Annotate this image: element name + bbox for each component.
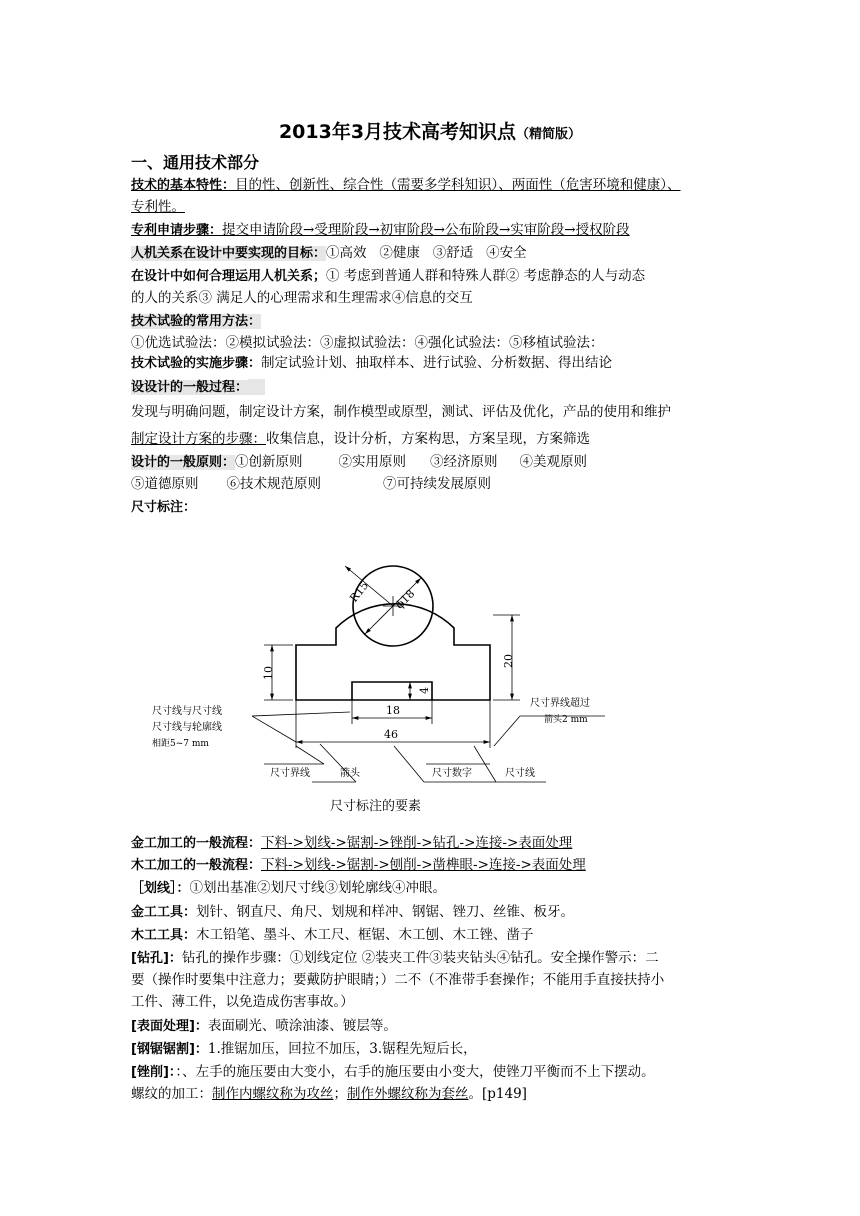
principle-2: ②实用原则 xyxy=(338,454,407,470)
part-outline xyxy=(296,566,490,700)
line-wood-flow xyxy=(131,854,736,877)
label-design-process: 设设计的一般过程： xyxy=(131,380,249,395)
text-drilling: 钻孔的操作步骤：①划线定位 ②装夹工件③装夹钻头④钻孔。安全操作警示：二 xyxy=(181,950,659,966)
annotation-notes xyxy=(152,696,590,779)
note-arrow: 箭头 xyxy=(340,768,360,779)
label-marking: ［划线］： xyxy=(131,881,190,896)
dim-46: 46 xyxy=(384,728,398,741)
text-sawing: 1.推锯加压，回拉不加压，3.锯程先短后长， xyxy=(207,1041,477,1057)
note-dim-number: 尺寸数字 xyxy=(432,768,472,779)
dim-r15: R15 xyxy=(347,579,372,605)
line-patent-steps xyxy=(131,219,736,242)
text-marking: ①划出基准②划尺寸线③划轮廓线④冲眼。 xyxy=(189,880,447,896)
label-test-steps: 技术试验的实施步骤： xyxy=(131,356,262,371)
label-metal-tools: 金工工具： xyxy=(131,905,197,920)
text-drilling-3: 工件、薄工件，以免造成伤害事故。） xyxy=(131,994,354,1010)
dim-18: 18 xyxy=(386,704,400,717)
title-sub: （精简版） xyxy=(516,127,582,142)
line-marking xyxy=(131,877,736,900)
text-hci-use-2: 的人的关系③ 满足人的心理需求和生理需求④信息的交互 xyxy=(131,290,473,306)
note-left-2: 尺寸线与轮廓线 xyxy=(152,722,222,733)
label-thread: 螺纹的加工： xyxy=(131,1086,212,1102)
dim-10: 10 xyxy=(262,666,275,680)
line-metal-flow xyxy=(131,832,736,855)
note-ext-line: 尺寸界线 xyxy=(270,768,310,779)
line-drilling-2 xyxy=(131,969,736,991)
label-metal-flow: 金工加工的一般流程： xyxy=(131,836,262,851)
label-surface: [表面处理]： xyxy=(131,1019,208,1034)
hci-goal-1: ①高效 xyxy=(326,245,367,261)
note-left-1: 尺寸线与尺寸线 xyxy=(152,706,222,717)
text-thread-sep: ； xyxy=(333,1086,347,1102)
line-hci-use xyxy=(131,265,736,288)
label-wood-flow: 木工加工的一般流程： xyxy=(131,858,262,873)
line-design-process xyxy=(131,376,736,399)
line-drilling-3 xyxy=(131,991,736,1013)
text-metal-flow: 下料->划线->锯割->锉削->钻孔->连接->表面处理 xyxy=(261,835,573,851)
line-surface xyxy=(131,1015,736,1038)
principle-5: ⑤道德原则 xyxy=(131,476,199,492)
line-test-steps xyxy=(131,352,736,375)
line-hci-use-2 xyxy=(131,287,736,309)
line-plan-steps xyxy=(131,428,736,450)
label-filing: [锉削]： xyxy=(131,1065,176,1080)
text-test-steps: 制定试验计划、抽取样本、进行试验、分析数据、得出结论 xyxy=(261,355,613,371)
line-sawing xyxy=(131,1038,736,1061)
hci-goal-2: ②健康 xyxy=(379,245,420,261)
text-internal-thread: 制作内螺纹称为攻丝 xyxy=(212,1086,334,1102)
label-drilling: [钻孔]： xyxy=(131,951,182,966)
line-design-principles-2 xyxy=(131,473,736,495)
line-thread xyxy=(131,1083,736,1105)
principle-7: ⑦可持续发展原则 xyxy=(383,476,491,492)
text-patent: 专利性。 xyxy=(131,199,185,215)
label-test-methods: 技术试验的常用方法： xyxy=(131,314,262,329)
label-plan-steps: 制定设计方案的步骤： xyxy=(131,431,266,447)
dim-20: 20 xyxy=(502,654,515,668)
text-metal-tools: 划针、钢直尺、角尺、划规和样冲、钢锯、锉刀、丝锥、板牙。 xyxy=(196,904,575,920)
note-dim-line: 尺寸线 xyxy=(505,768,535,779)
section-heading: 一、通用技术部分 xyxy=(131,153,260,172)
note-right-2: 箭头2 mm xyxy=(544,715,588,725)
text-hci-use: ① 考虑到普通人群和特殊人群② 考虑静态的人与动态 xyxy=(326,268,646,284)
line-design-process-text xyxy=(131,401,736,423)
line-drilling xyxy=(131,947,736,970)
line-filing xyxy=(131,1061,736,1084)
note-left-3: 相距5~7 mm xyxy=(152,739,209,749)
text-surface: 表面刷光、喷涂油漆、镀层等。 xyxy=(207,1018,397,1034)
label-patent-steps: 专利申请步骤： xyxy=(131,223,223,238)
line-test-methods xyxy=(131,310,736,333)
line-dimensioning xyxy=(131,496,736,519)
principle-1: ①创新原则 xyxy=(235,454,303,470)
dim-4: 4 xyxy=(418,687,431,694)
label-hci-use: 在设计中如何合理运用人机关系； xyxy=(131,269,327,284)
line-patent xyxy=(131,196,736,218)
label-dimensioning: 尺寸标注： xyxy=(131,500,197,515)
dim-phi18: ϕ18 xyxy=(392,587,418,612)
text-wood-flow: 下料->划线->锯割->刨削->凿榫眼->连接->表面处理 xyxy=(261,857,586,873)
text-filing: ：、左手的施压要由大变小，右手的施压要由小变大，使锉刀平衡而不上下摆动。 xyxy=(175,1064,655,1080)
line-test-methods-list xyxy=(131,332,736,354)
line-metal-tools xyxy=(131,901,736,924)
line-tech-features xyxy=(131,174,736,197)
principle-6: ⑥技术规范原则 xyxy=(226,476,321,492)
text-patent-steps: 提交申请阶段→受理阶段→初审阶段→公布阶段→实审阶段→授权阶段 xyxy=(222,222,630,238)
principle-3: ③经济原则 xyxy=(430,454,498,470)
text-external-thread: 制作外螺纹称为套丝 xyxy=(347,1086,469,1102)
text-tech-features: 目的性、创新性、综合性（需要多学科知识）、两面性（危害环境和健康）、 xyxy=(235,177,681,193)
note-right-1: 尺寸界线超过 xyxy=(530,698,590,709)
document-title xyxy=(0,117,860,144)
text-thread-end: 。[p149] xyxy=(468,1086,527,1102)
principle-4: ④美观原则 xyxy=(519,454,588,470)
line-design-principles xyxy=(131,451,736,474)
line-wood-tools xyxy=(131,924,736,947)
label-hci-goals: 人机关系在设计中要实现的目标： xyxy=(131,246,327,261)
label-tech-features: 技术的基本特性： xyxy=(131,178,236,193)
text-wood-tools: 木工铅笔、墨斗、木工尺、框锯、木工刨、木工锉、凿子 xyxy=(196,927,534,943)
hci-goal-4: ④安全 xyxy=(486,245,527,261)
text-plan-steps: 收集信息，设计分析，方案构思，方案呈现，方案筛选 xyxy=(266,431,590,447)
label-sawing: [钢锯锯割]： xyxy=(131,1042,208,1057)
label-design-principles: 设计的一般原则： xyxy=(131,455,236,470)
dimension-figure xyxy=(140,540,620,830)
line-hci-goals xyxy=(131,242,736,265)
text-design-process: 发现与明确问题，制定设计方案，制作模型或原型，测试、评估及优化，产品的使用和维护 xyxy=(131,404,671,420)
label-wood-tools: 木工工具： xyxy=(131,928,197,943)
text-drilling-2: 要（操作时要集中注意力；要戴防护眼睛；）二不（不准带手套操作；不能用手直接扶持小 xyxy=(131,972,665,988)
title-main: 2013年3月技术高考知识点 xyxy=(278,121,517,143)
hci-goal-3: ③舒适 xyxy=(432,245,474,261)
text-test-methods: ①优选试验法：②模拟试验法：③虚拟试验法：④强化试验法：⑤移植试验法： xyxy=(131,335,604,351)
figure-caption: 尺寸标注的要素 xyxy=(330,799,422,814)
dimension-lines xyxy=(252,566,605,782)
